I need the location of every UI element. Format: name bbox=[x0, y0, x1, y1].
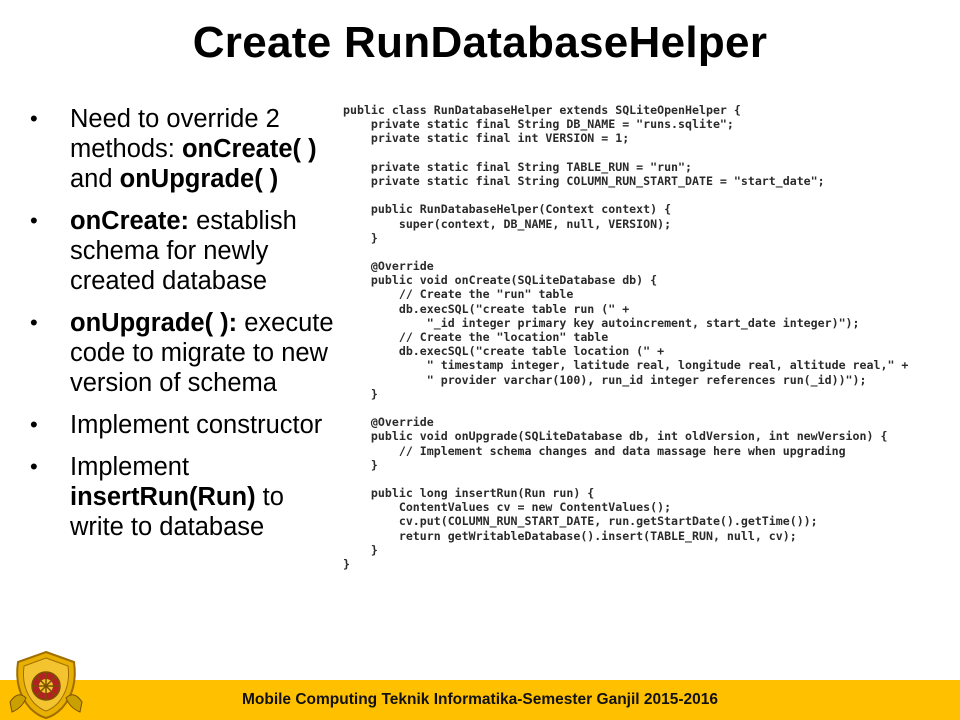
bullet-text: Implement constructor bbox=[70, 411, 323, 439]
code-line: @Override bbox=[343, 259, 434, 274]
code-line: // Create the "run" table bbox=[343, 287, 574, 302]
code-line: } bbox=[343, 230, 378, 245]
bullet-text: onCreate( ) bbox=[181, 135, 317, 163]
university-emblem-icon bbox=[4, 646, 88, 720]
bullet-text: onUpgrade( ) bbox=[119, 165, 279, 193]
code-line: public void onCreate(SQLiteDatabase db) { bbox=[343, 273, 658, 288]
code-line: } bbox=[343, 386, 378, 401]
bullet-item bbox=[30, 452, 340, 542]
bullet-item bbox=[30, 104, 340, 194]
bullet-text: to write to database bbox=[70, 483, 284, 541]
bullet-item bbox=[30, 206, 340, 296]
code-line: // Implement schema changes and data massage here when upgrading bbox=[343, 443, 846, 458]
code-line: } bbox=[343, 457, 378, 472]
code-line: } bbox=[343, 542, 378, 557]
code-line: ContentValues cv = new ContentValues(); bbox=[343, 500, 672, 515]
code-line: // Create the "location" table bbox=[343, 330, 609, 344]
code-snippet bbox=[343, 103, 955, 623]
bullet-text: Implement bbox=[70, 453, 190, 481]
code-line: " timestamp integer, latitude real, longitude real, altitude real," + bbox=[343, 358, 909, 373]
code-line: public long insertRun(Run run) { bbox=[343, 486, 595, 501]
code-line: super(context, DB_NAME, null, VERSION); bbox=[343, 216, 672, 231]
code-line bbox=[343, 188, 955, 202]
bullet-dot-icon: • bbox=[30, 208, 38, 233]
footer-text: Mobile Computing Teknik Informatika-Semester Ganjil 2015-2016 bbox=[241, 691, 719, 708]
code-line: private static final int VERSION = 1; bbox=[343, 131, 630, 146]
bullet-text: and bbox=[70, 165, 120, 193]
code-line: return getWritableDatabase().insert(TABLE_RUN, null, cv); bbox=[343, 528, 797, 543]
bullet-dot-icon: • bbox=[30, 454, 38, 479]
code-line: public class RunDatabaseHelper extends SQLiteOpenHelper { bbox=[343, 103, 741, 117]
bullet-text: execute code to migrate to new version of schema bbox=[70, 309, 334, 397]
code-line: private static final String DB_NAME = "runs.sqlite"; bbox=[343, 117, 734, 132]
bullet-text: insertRun(Run) bbox=[70, 483, 256, 511]
slide-title: Create RunDatabaseHelper bbox=[192, 18, 768, 67]
code-line: public void onUpgrade(SQLiteDatabase db, int oldVersion, int newVersion) { bbox=[343, 429, 888, 444]
bullet-text: onUpgrade( ): bbox=[70, 309, 238, 337]
code-line: " provider varchar(100), run_id integer references run(_id))"); bbox=[343, 372, 867, 387]
bullet-dot-icon: • bbox=[30, 412, 38, 437]
bullet-dot-icon: • bbox=[30, 106, 38, 131]
footer-bar bbox=[0, 680, 960, 720]
code-line: private static final String COLUMN_RUN_START_DATE = "start_date"; bbox=[343, 173, 825, 188]
code-line bbox=[343, 146, 955, 160]
code-line: private static final String TABLE_RUN = "run"; bbox=[343, 159, 693, 174]
code-line bbox=[343, 245, 955, 259]
code-line: cv.put(COLUMN_RUN_START_DATE, run.getStartDate().getTime()); bbox=[343, 514, 818, 529]
bullet-list bbox=[30, 104, 340, 554]
bullet-text: establish schema for newly created database bbox=[70, 207, 297, 295]
bullet-item bbox=[30, 410, 340, 440]
code-line: public RunDatabaseHelper(Context context) { bbox=[343, 202, 672, 217]
code-line: } bbox=[343, 557, 350, 571]
bullet-item bbox=[30, 308, 340, 398]
code-line: db.execSQL("create table location (" + bbox=[343, 344, 665, 359]
bullet-text: Need to override 2 methods: bbox=[70, 105, 280, 163]
bullet-dot-icon: • bbox=[30, 310, 38, 335]
code-line bbox=[343, 401, 955, 415]
code-line: db.execSQL("create table run (" + bbox=[343, 301, 630, 316]
code-line: "_id integer primary key autoincrement, start_date integer)"); bbox=[343, 315, 860, 330]
code-line bbox=[343, 472, 955, 486]
bullet-text: onCreate: bbox=[70, 207, 190, 235]
code-line: @Override bbox=[343, 415, 434, 430]
